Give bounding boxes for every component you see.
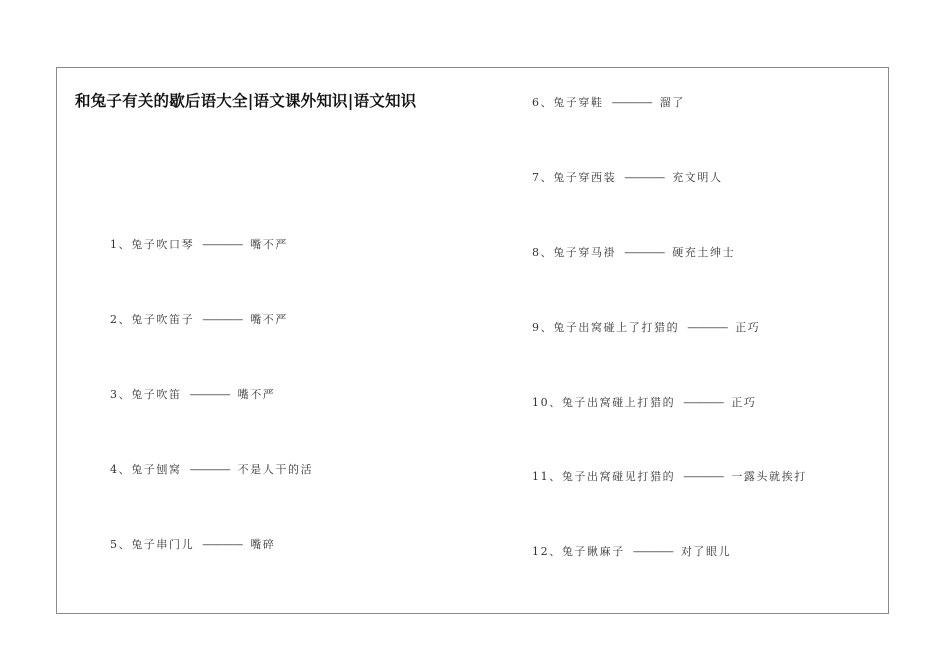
document-title: 和兔子有关的歇后语大全|语文课外知识|语文知识	[75, 91, 417, 110]
item-answer: 硬充土绅士	[672, 246, 736, 259]
list-item	[110, 311, 288, 327]
item-dash: ————	[189, 388, 230, 401]
item-answer: 一露头就挨打	[731, 470, 807, 483]
list-item	[110, 386, 275, 402]
item-number: 11、	[532, 470, 562, 483]
item-number: 3、	[110, 388, 132, 401]
item-number: 6、	[532, 96, 554, 109]
list-item	[532, 468, 807, 484]
item-number: 8、	[532, 246, 554, 259]
item-dash: ————	[189, 463, 230, 476]
item-number: 4、	[110, 463, 132, 476]
list-item	[532, 244, 735, 260]
list-item	[532, 94, 685, 110]
item-answer: 嘴不严	[250, 238, 289, 251]
item-riddle: 兔子吹口琴	[131, 238, 195, 251]
item-answer: 不是人干的活	[237, 463, 314, 476]
item-answer: 充文明人	[672, 171, 723, 184]
item-dash: ————	[683, 396, 724, 409]
item-number: 9、	[532, 321, 554, 334]
item-riddle: 兔子瞅麻子	[561, 545, 625, 558]
item-dash: ————	[202, 313, 243, 326]
list-item	[110, 461, 313, 477]
item-riddle: 兔子穿马褂	[553, 246, 617, 259]
list-item	[532, 543, 731, 559]
item-dash: ————	[683, 470, 724, 483]
item-answer: 正巧	[731, 396, 757, 409]
item-number: 12、	[532, 545, 562, 558]
item-riddle: 兔子串门儿	[131, 538, 195, 551]
item-riddle: 兔子吹笛子	[131, 313, 195, 326]
item-dash: ————	[202, 538, 243, 551]
item-answer: 嘴碎	[250, 538, 276, 551]
list-item	[532, 319, 760, 335]
item-answer: 嘴不严	[237, 388, 276, 401]
item-number: 7、	[532, 171, 554, 184]
item-number: 10、	[532, 396, 562, 409]
item-dash: ————	[632, 545, 673, 558]
page-frame	[56, 67, 889, 614]
item-dash: ————	[202, 238, 243, 251]
item-answer: 对了眼儿	[680, 545, 732, 558]
list-item	[532, 394, 756, 410]
item-riddle: 兔子吹笛	[131, 388, 182, 401]
item-dash: ————	[687, 321, 728, 334]
item-answer: 溜了	[659, 96, 685, 109]
item-number: 2、	[110, 313, 132, 326]
item-number: 5、	[110, 538, 132, 551]
item-riddle: 兔子刨窝	[131, 463, 182, 476]
item-dash: ————	[611, 96, 652, 109]
item-dash: ————	[624, 246, 665, 259]
item-riddle: 兔子出窝碰上了打猎的	[553, 321, 680, 334]
list-item	[532, 169, 723, 185]
item-dash: ————	[624, 171, 665, 184]
item-answer: 嘴不严	[250, 313, 289, 326]
item-answer: 正巧	[735, 321, 761, 334]
item-number: 1、	[110, 238, 132, 251]
list-item	[110, 536, 275, 552]
item-riddle: 兔子出窝碰上打猎的	[561, 396, 676, 409]
item-riddle: 兔子穿鞋	[553, 96, 604, 109]
item-riddle: 兔子穿西装	[553, 171, 617, 184]
item-riddle: 兔子出窝碰见打猎的	[561, 470, 676, 483]
list-item	[110, 236, 288, 252]
